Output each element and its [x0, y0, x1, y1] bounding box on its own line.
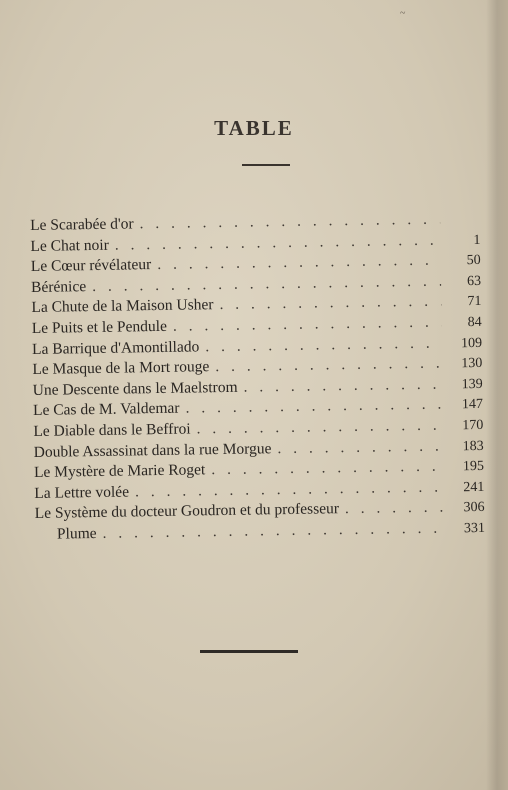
dot-leader — [135, 478, 445, 501]
toc-entry-page: 50 — [466, 253, 481, 269]
toc-entry-page: 170 — [462, 417, 484, 434]
dot-leader — [157, 252, 441, 274]
toc-entry-page: 71 — [467, 294, 482, 310]
dot-leader — [115, 231, 441, 254]
dot-leader — [139, 211, 440, 234]
toc-entry-title: Plume — [56, 524, 97, 543]
toc-entry-title: Le Système du docteur Goudron et du professeur — [34, 500, 340, 523]
toc-entry-page: 331 — [463, 520, 486, 537]
toc-entry-title: Le Masque de la Mort rouge — [32, 358, 210, 379]
title-rule — [242, 164, 290, 166]
closing-rule — [200, 650, 298, 653]
toc-entry-title: Une Descente dans le Maelstrom — [32, 378, 238, 399]
toc-entry-title: La Lettre volée — [34, 483, 130, 502]
toc-entry-page: 139 — [461, 376, 483, 392]
table-of-contents — [30, 210, 485, 547]
toc-entry-page: 130 — [461, 356, 483, 372]
pencil-mark: ~ — [400, 8, 406, 19]
dot-leader — [215, 355, 442, 377]
dot-leader — [211, 458, 444, 480]
toc-entry-title: La Barrique d'Amontillado — [31, 337, 200, 358]
toc-entry-page: 183 — [462, 438, 484, 454]
dot-leader — [219, 293, 441, 314]
toc-entry-title: Le Puits et le Pendule — [31, 317, 168, 337]
dot-leader — [196, 416, 443, 438]
toc-entry-page — [446, 223, 480, 224]
toc-entry-page: 306 — [463, 500, 485, 516]
dot-leader — [185, 396, 443, 418]
toc-entry-title: Le Cas de M. Valdemar — [32, 400, 180, 420]
toc-entry-page: 63 — [466, 273, 482, 289]
toc-entry-title: Double Assassinat dans la rue Morgue — [33, 439, 272, 461]
dot-leader — [345, 499, 445, 519]
toc-entry-title: Le Chat noir — [30, 236, 109, 255]
toc-entry-title: Le Diable dans le Beffroi — [33, 420, 191, 440]
page-title: TABLE — [214, 116, 294, 140]
dot-leader — [205, 334, 442, 356]
toc-entry-page: 241 — [463, 479, 485, 495]
toc-entry-page: 195 — [462, 459, 485, 475]
toc-entry-page: 109 — [460, 335, 483, 351]
toc-entry-title: Le Scarabée d'or — [30, 215, 134, 234]
toc-entry-title: Le Mystère de Marie Roget — [33, 461, 206, 482]
toc-entry-title: Bérénice — [30, 277, 87, 296]
dot-leader — [277, 437, 443, 458]
toc-entry-title: Le Cœur révélateur — [30, 256, 152, 276]
toc-entry-title: La Chute de la Maison Usher — [31, 296, 214, 317]
toc-entry-page: 1 — [473, 232, 481, 248]
toc-entry-page: 147 — [461, 397, 484, 413]
dot-leader — [173, 314, 442, 336]
dot-leader — [243, 375, 442, 396]
toc-entry-page: 84 — [467, 314, 482, 331]
